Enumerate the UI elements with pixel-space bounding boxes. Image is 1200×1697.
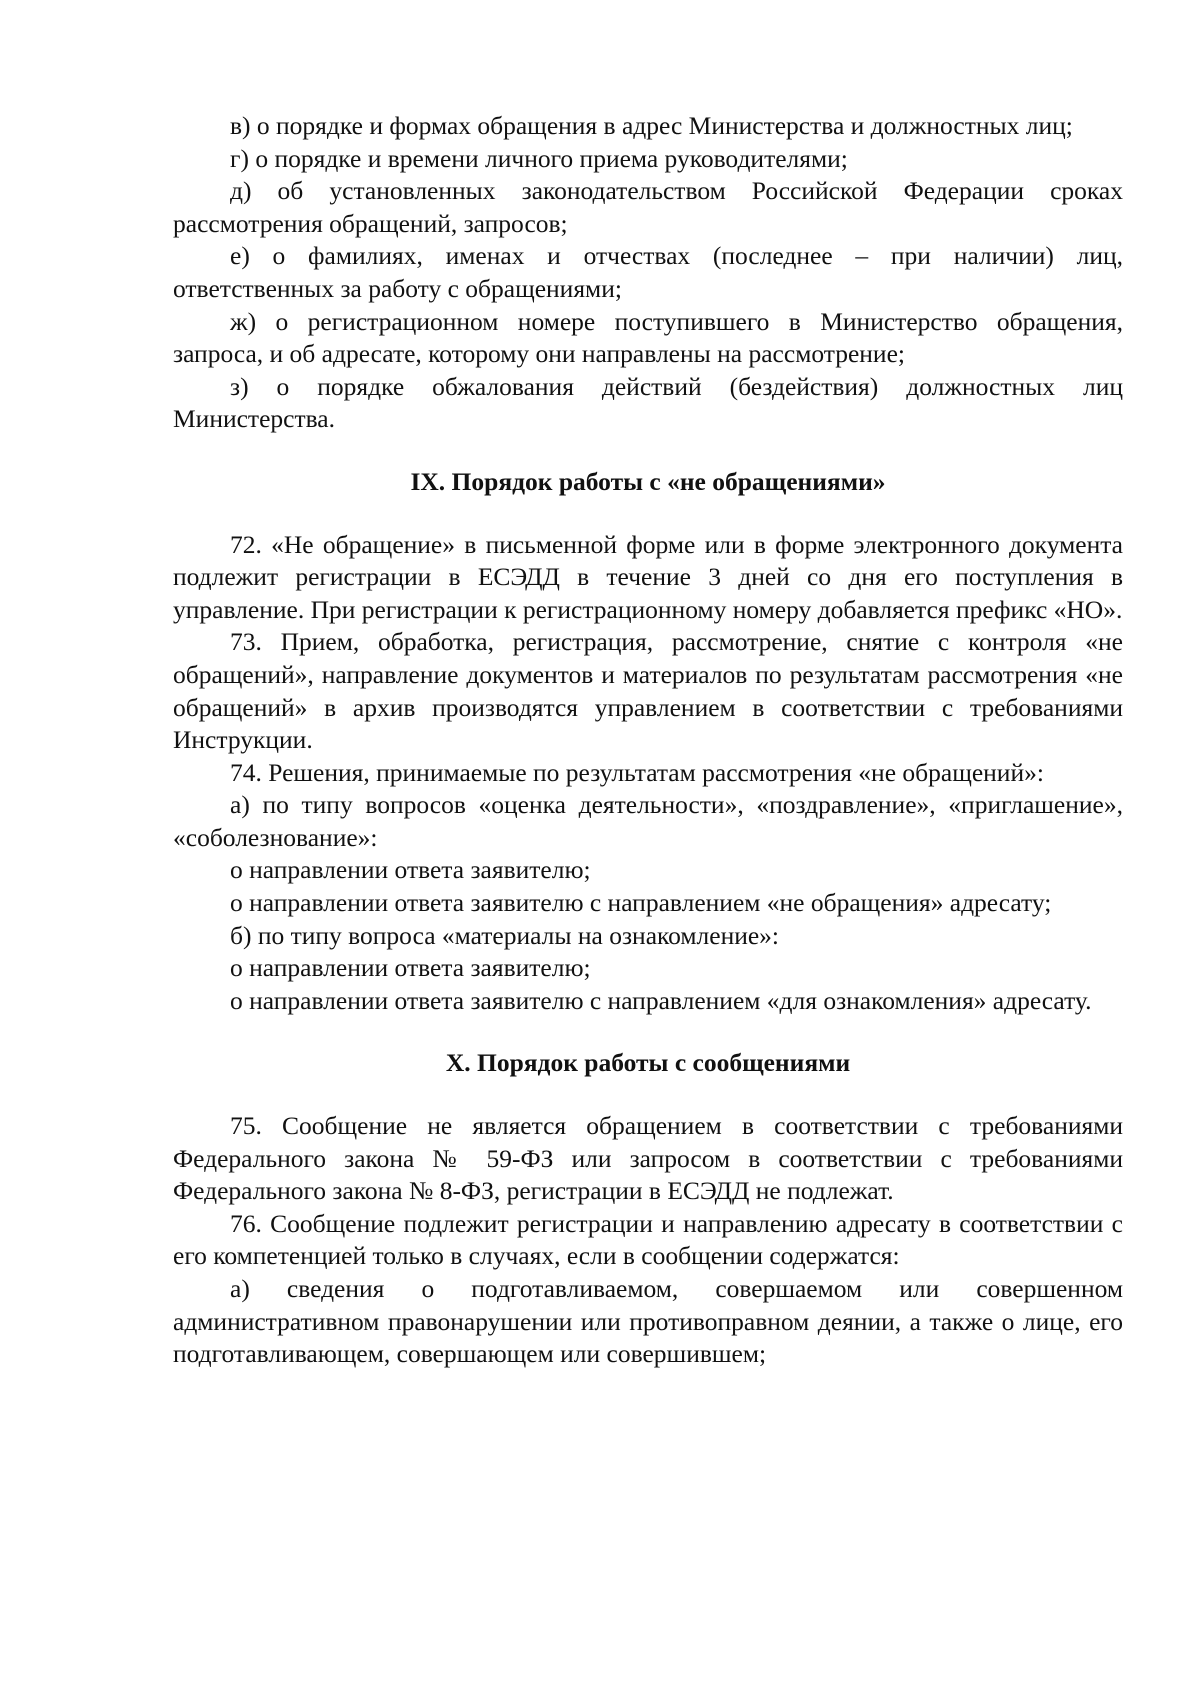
section-heading-ix: IX. Порядок работы с «не обращениями» xyxy=(410,466,886,496)
paragraph-76: 76. Сообщение подлежит регистрации и направлению адресату в соответствии с его компетенцией только в случаях, если в сообщении содержатся: xyxy=(173,1208,1123,1271)
paragraph-item-d: д) об установленных законодательством Российской Федерации сроках рассмотрения обращений, запросов; xyxy=(173,176,1123,238)
paragraph-75: 75. Сообщение не является обращением в соответствии с требованиями Федерального закона № 59-ФЗ или запросом в соответствии с требованиями Федерального закона № 8-ФЗ, регистрации в ЕСЭДД не подлежат. xyxy=(173,1111,1123,1206)
paragraph-74-a-1: о направлении ответа заявителю; xyxy=(230,855,591,885)
paragraph-item-g: г) о порядке и времени личного приема руководителями; xyxy=(230,143,848,173)
paragraph-74-a: а) по типу вопросов «оценка деятельности», «поздравление», «приглашение», «соболезнование»: xyxy=(173,790,1123,852)
paragraph-item-v: в) о порядке и формах обращения в адрес Министерства и должностных лиц; xyxy=(230,111,1073,140)
paragraph-74-b-1: о направлении ответа заявителю; xyxy=(230,953,591,983)
paragraph-74: 74. Решения, принимаемые по результатам рассмотрения «не обращений»: xyxy=(230,757,1044,787)
paragraph-73: 73. Прием, обработка, регистрация, рассмотрение, снятие с контроля «не обращений», направление документов и материалов по результатам рассмотрения «не обращений» в архив производятся управлением в соответствии с требованиями Инструкции. xyxy=(173,627,1123,755)
paragraph-item-zh: ж) о регистрационном номере поступившего в Министерство обращения, запроса, и об адресате, которому они направлены на рассмотрение; xyxy=(173,306,1123,369)
paragraph-76-a: а) сведения о подготавливаемом, совершаемом или совершенном административном правонарушении или противоправном деянии, а также о лице, его подготавливающем, совершающем или совершившем; xyxy=(173,1274,1123,1369)
paragraph-item-z: з) о порядке обжалования действий (бездействия) должностных лиц Министерства. xyxy=(173,371,1123,434)
paragraph-item-e: е) о фамилиях, именах и отчествах (последнее – при наличии) лиц, ответственных за работу с обращениями; xyxy=(173,241,1123,303)
paragraph-74-a-2: о направлении ответа заявителю с направлением «не обращения» адресату; xyxy=(230,888,1052,918)
paragraph-72: 72. «Не обращение» в письменной форме или в форме электронного документа подлежит регистрации в ЕСЭДД в течение 3 дней со дня его поступления в управление. При регистрации к регистрационному номеру добавляется префикс «НО». xyxy=(173,529,1123,624)
document-page xyxy=(173,110,1123,1371)
paragraph-74-b-2: о направлении ответа заявителю с направлением «для ознакомления» адресату. xyxy=(230,985,1092,1015)
section-heading-x: X. Порядок работы с сообщениями xyxy=(445,1048,851,1078)
paragraph-74-b: б) по типу вопроса «материалы на ознакомление»: xyxy=(230,920,780,950)
